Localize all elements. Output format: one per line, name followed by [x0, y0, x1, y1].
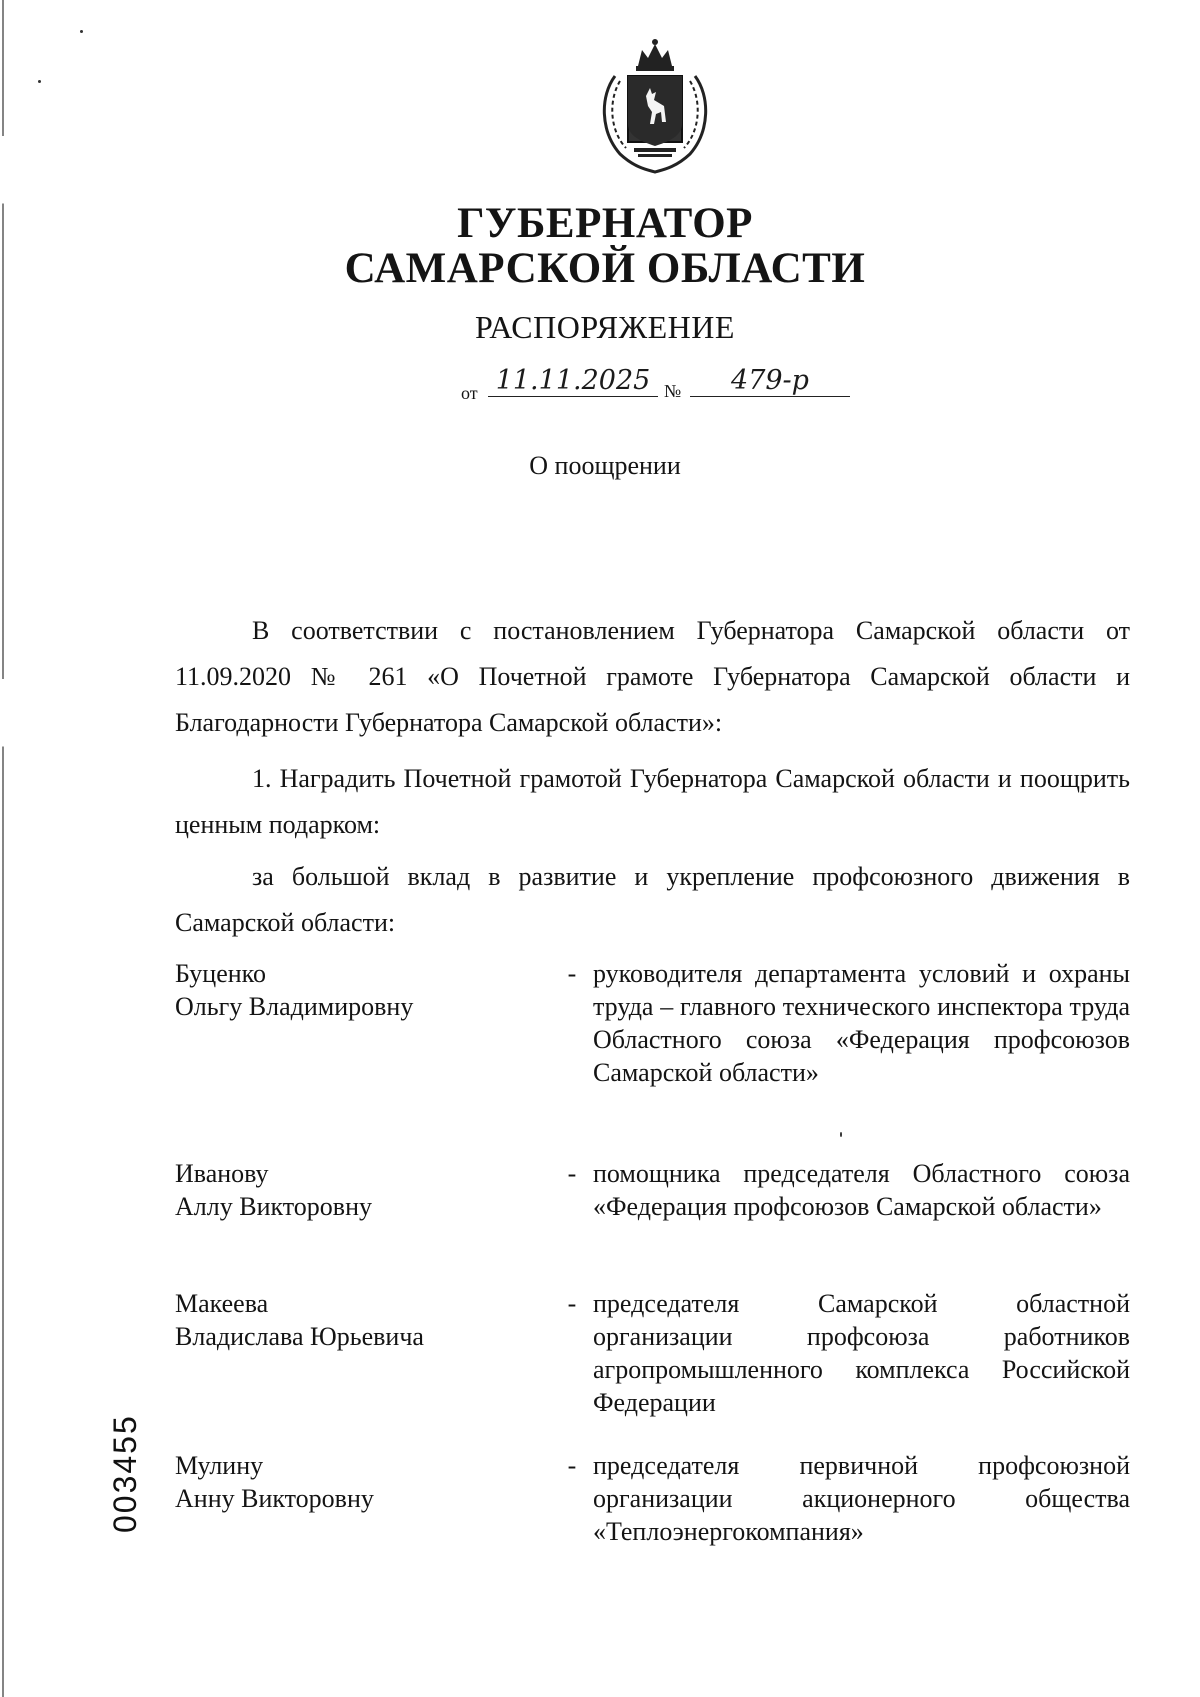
- awardee-given-names: Владислава Юрьевича: [175, 1322, 424, 1351]
- awardee-name: [175, 1287, 555, 1353]
- entry-dash: -: [567, 1451, 577, 1480]
- award-clause-paragraph: 1. Наградить Почетной грамотой Губернатора Самарской области и поощрить ценным подарком:: [175, 764, 1130, 839]
- scan-edge: [2, 0, 4, 1697]
- preamble-paragraph: В соответствии с постановлением Губернатора Самарской области от 11.09.2020 № 261 «О Почетной грамоте Губернатора Самарской области и Благодарности Губернатора Самарской области»:: [175, 616, 1130, 737]
- date-prefix: от: [461, 383, 478, 403]
- number-sign: №: [664, 381, 682, 401]
- awardee-position: руководителя департамента условий и охраны труда – главного технического инспектора труда Областного союза «Федерация профсоюзов Самарской области»: [593, 959, 1130, 1087]
- awardee-surname: Мулину: [175, 1451, 264, 1480]
- awardee-name: [175, 1157, 555, 1223]
- entry-dash: -: [567, 959, 577, 988]
- awardee-surname: Иванову: [175, 1159, 269, 1188]
- awardee-surname: Буценко: [175, 959, 266, 988]
- authority-title-line2: САМАРСКОЙ ОБЛАСТИ: [344, 245, 866, 292]
- awardee-position: председателя Самарской областной организации профсоюза работников агропромышленного комплекса Российской Федерации: [593, 1289, 1130, 1417]
- awardee-position: помощника председателя Областного союза «Федерация профсоюзов Самарской области»: [593, 1159, 1130, 1221]
- awardee-position: председателя первичной профсоюзной организации акционерного общества «Теплоэнергокомпания»: [593, 1451, 1130, 1546]
- award-reason-paragraph: за большой вклад в развитие и укрепление профсоюзного движения в Самарской области:: [175, 862, 1130, 937]
- document-date: 11.11.2025: [488, 366, 658, 397]
- entry-dash: -: [567, 1289, 577, 1318]
- registration-number: 003455: [107, 1414, 143, 1533]
- scan-speck: [840, 1132, 842, 1137]
- entry-dash: -: [567, 1159, 577, 1188]
- awardee-given-names: Аллу Викторовну: [175, 1192, 372, 1221]
- document-number: 479-р: [690, 366, 850, 397]
- scan-speck: [80, 30, 83, 33]
- scan-speck: [38, 80, 41, 83]
- samara-coat-of-arms-icon: [590, 36, 720, 176]
- awardee-name: [175, 1449, 555, 1515]
- awardee-given-names: Ольгу Владимировну: [175, 992, 414, 1021]
- document-subject: О поощрении: [529, 451, 681, 480]
- authority-title-line1: ГУБЕРНАТОР: [457, 200, 753, 247]
- document-type: РАСПОРЯЖЕНИЕ: [475, 309, 735, 345]
- awardee-surname: Макеева: [175, 1289, 269, 1318]
- awardee-given-names: Анну Викторовну: [175, 1484, 374, 1513]
- awardee-name: [175, 957, 555, 1023]
